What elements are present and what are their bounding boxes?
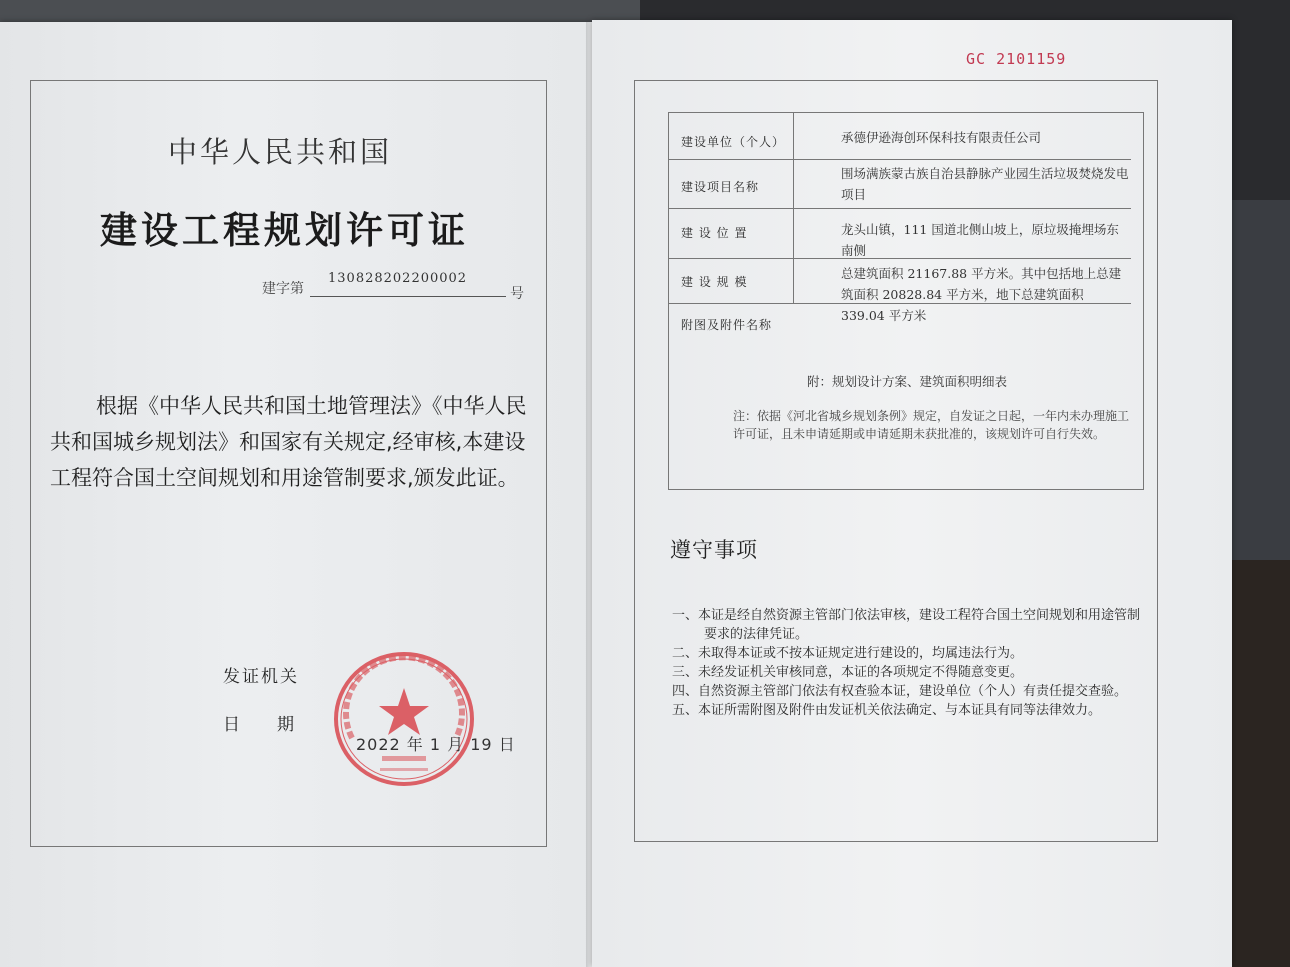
field-label-scale: 建 设 规 模 xyxy=(681,275,748,289)
table-row-divider xyxy=(669,208,1131,209)
field-value-project-name: 围场满族蒙古族自治县静脉产业园生活垃圾焚烧发电项目 xyxy=(841,166,1129,202)
rules-list xyxy=(672,606,1142,720)
legal-basis-text: 根据《中华人民共和国土地管理法》《中华人民共和国城乡规划法》和国家有关规定,经审核,本建设工程符合国土空间规划和用途管制要求,颁发此证。 xyxy=(50,394,527,490)
attachment-list: 附：规划设计方案、建筑面积明细表 xyxy=(807,374,1008,389)
table-row-divider xyxy=(669,159,1131,160)
rule-item: 四、自然资源主管部门依法有权查验本证，建设单位（个人）有责任提交查验。 xyxy=(672,684,1128,699)
serial-number: GC 2101159 xyxy=(966,50,1067,68)
field-label-location: 建 设 位 置 xyxy=(681,226,748,240)
certificate-title: 建设工程规划许可证 xyxy=(100,209,469,252)
rule-item: 五、本证所需附图及附件由发证机关依法确定、与本证具有同等法律效力。 xyxy=(672,703,1102,718)
country-name: 中华人民共和国 xyxy=(168,135,393,169)
rule-item: 一、本证是经自然资源主管部门依法审核，建设工程符合国土空间规划和用途管制要求的法律凭证。 xyxy=(672,608,1141,642)
certificate-number: 130828202200002 xyxy=(328,271,468,286)
field-value-builder: 承德伊逊海创环保科技有限责任公司 xyxy=(841,130,1042,145)
date-label: 日 期 xyxy=(223,715,304,735)
official-seal xyxy=(330,648,478,790)
field-value-location: 龙头山镇，111 国道北侧山坡上，原垃圾掩埋场东南侧 xyxy=(841,222,1119,258)
validity-note: 注：依据《河北省城乡规划条例》规定，自发证之日起，一年内未办理施工许可证，且未申请延期或申请延期未获批准的，该规划许可自行失效。 xyxy=(733,409,1130,441)
certificate-number-label: 建字第 xyxy=(262,281,304,297)
certificate-number-suffix: 号 xyxy=(510,286,524,302)
field-value-scale: 总建筑面积 21167.88 平方米。其中包括地上总建筑面积 20828.84 平方米，地下总建筑面积 339.04 平方米 xyxy=(841,266,1122,323)
field-label-project-name: 建设项目名称 xyxy=(681,180,760,194)
rule-item: 二、未取得本证或不按本证规定进行建设的，均属违法行为。 xyxy=(672,646,1024,661)
project-info-table xyxy=(668,112,1144,490)
field-label-attachments: 附图及附件名称 xyxy=(681,318,773,332)
issue-date: 2022 年 1 月 19 日 xyxy=(356,735,516,754)
issuer-label: 发证机关 xyxy=(223,667,299,687)
field-label-builder: 建设单位（个人） xyxy=(681,135,786,149)
certificate-number-underline xyxy=(310,296,506,297)
rule-item: 三、未经发证机关审核同意，本证的各项规定不得随意变更。 xyxy=(672,665,1024,680)
rules-title: 遵守事项 xyxy=(670,538,758,562)
